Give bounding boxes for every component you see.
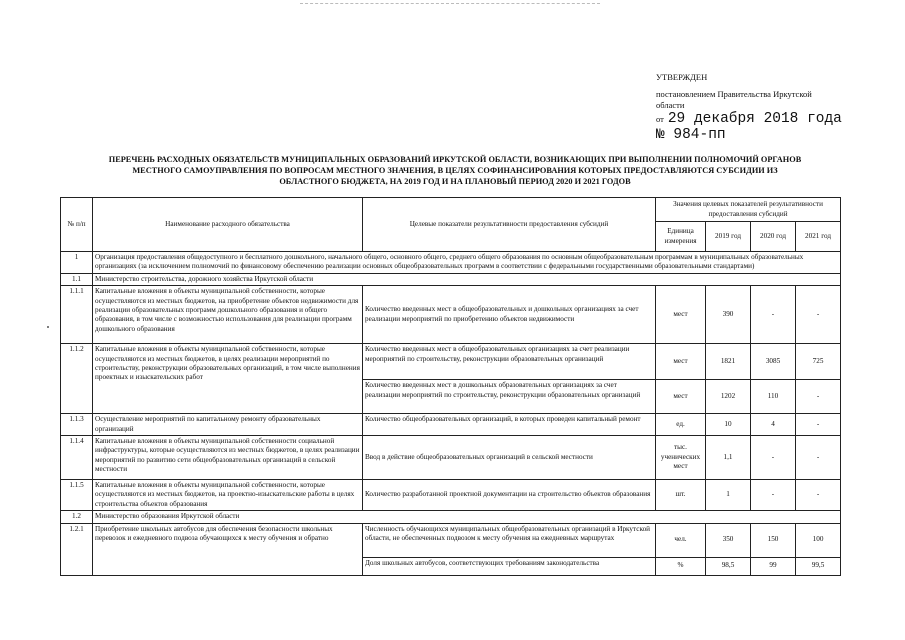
section-text: Министерство строительства, дорожного хозяйства Иркутской области	[93, 273, 841, 285]
row-num: 1.1.1	[61, 286, 93, 344]
row-unit: чел.	[656, 523, 706, 557]
row-indicator: Количество разработанной проектной документации на строительство объектов образования	[363, 480, 656, 511]
row-indicator: Численность обучающихся муниципальных общеобразовательных организаций в Иркутской области, не обеспеченных подвозом к месту обучения на ежедневных маршрутах	[363, 523, 656, 557]
row-2021: -	[796, 380, 841, 414]
header-2020: 2020 год	[751, 222, 796, 252]
row-num: 1.1.5	[61, 480, 93, 511]
row-2019: 10	[706, 414, 751, 436]
row-num: 1.1.3	[61, 414, 93, 436]
row-2021: -	[796, 480, 841, 511]
table-row-1-1-2a	[61, 344, 841, 380]
row-num: 1.1.2	[61, 344, 93, 414]
header-row-1	[61, 198, 841, 222]
header-name: Наименование расходного обязательства	[93, 198, 363, 252]
row-2019: 1202	[706, 380, 751, 414]
header-2019: 2019 год	[706, 222, 751, 252]
title-line-2: МЕСТНОГО САМОУПРАВЛЕНИЯ ПО ВОПРОСАМ МЕСТНОГО ЗНАЧЕНИЯ, В ЦЕЛЯХ СОФИНАНСИРОВАНИЯ КОТОРЫХ ПРЕДОСТАВЛЯЮТСЯ СУБСИДИИ ИЗ	[132, 166, 778, 175]
row-obligation: Капитальные вложения в объекты муниципальной собственности, которые осуществляются из местных бюджетов, на проектно-изыскательские работы в целях строительства объектов образования	[93, 480, 363, 511]
row-unit: %	[656, 557, 706, 575]
row-2020: 4	[751, 414, 796, 436]
table-row-1-1-5	[61, 480, 841, 511]
row-2021: -	[796, 286, 841, 344]
header-values-group: Значения целевых показателей результативности предоставления субсидий	[656, 198, 841, 222]
row-2020: -	[751, 286, 796, 344]
row-unit: шт.	[656, 480, 706, 511]
row-indicator: Ввод в действие общеобразовательных организаций в сельской местности	[363, 436, 656, 480]
row-2019: 98,5	[706, 557, 751, 575]
section-num: 1	[61, 252, 93, 274]
section-row-1-1	[61, 273, 841, 285]
approval-heading: УТВЕРЖДЕН	[656, 72, 708, 82]
header-num: № п/п	[61, 198, 93, 252]
table-row-1-1-1	[61, 286, 841, 344]
section-num: 1.1	[61, 273, 93, 285]
row-2019: 1	[706, 480, 751, 511]
approval-date: 29 декабря 2018 года	[667, 111, 842, 127]
row-unit: мест	[656, 380, 706, 414]
document-title	[60, 154, 850, 187]
row-indicator: Доля школьных автобусов, соответствующих требованиям законодательства	[363, 557, 656, 575]
row-obligation: Капитальные вложения в объекты муниципальной собственности, которые осуществляются из местных бюджетов, на приобретение объектов недвижимости для реализации образовательных программ дошкольного образования и общего образования, в том числе с возможностью использования для реализации программ дошкольного образования	[93, 286, 363, 344]
row-2020: 150	[751, 523, 796, 557]
title-line-1: ПЕРЕЧЕНЬ РАСХОДНЫХ ОБЯЗАТЕЛЬСТВ МУНИЦИПАЛЬНЫХ ОБРАЗОВАНИЙ ИРКУТСКОЙ ОБЛАСТИ, ВОЗНИКАЮЩИХ ПРИ ВЫПОЛНЕНИИ ПОЛНОМОЧИЙ ОРГАНОВ	[108, 155, 802, 164]
row-unit: мест	[656, 286, 706, 344]
row-num: 1.1.4	[61, 436, 93, 480]
approval-date-row	[656, 111, 856, 127]
row-2021: 100	[796, 523, 841, 557]
section-num: 1.2	[61, 511, 93, 523]
table-row-1-1-4	[61, 436, 841, 480]
row-obligation: Приобретение школьных автобусов для обеспечения безопасности школьных перевозок и ежедневного подвоза обучающихся к месту обучения и обратно	[93, 523, 363, 575]
row-2020: 3085	[751, 344, 796, 380]
section-text: Министерство образования Иркутской области	[93, 511, 841, 523]
row-2020: 110	[751, 380, 796, 414]
row-unit: ед.	[656, 414, 706, 436]
row-2021: -	[796, 436, 841, 480]
obligations-table	[60, 197, 841, 576]
approval-line-decree: постановлением Правительства Иркутской	[656, 89, 812, 99]
approval-line-region: области	[656, 100, 685, 110]
row-obligation: Осуществление мероприятий по капитальному ремонту образовательных организаций	[93, 414, 363, 436]
row-indicator: Количество введенных мест в общеобразовательных организациях за счет реализации мероприятий по строительству, реконструкции образовательных организаций	[363, 344, 656, 380]
row-indicator: Количество введенных мест в дошкольных образовательных организациях за счет реализации мероприятий по строительству, реконструкции образовательных организаций	[363, 380, 656, 414]
section-row-1	[61, 252, 841, 274]
approval-date-prefix: от	[656, 114, 664, 124]
approval-stamp	[656, 72, 856, 143]
section-row-1-2	[61, 511, 841, 523]
row-2020: 99	[751, 557, 796, 575]
header-indicators: Целевые показатели результативности предоставления субсидий	[363, 198, 656, 252]
approval-number: № 984-пп	[656, 127, 726, 143]
row-num: 1.2.1	[61, 523, 93, 575]
scan-artifact-line	[300, 3, 600, 5]
table-row-1-1-3	[61, 414, 841, 436]
title-line-3: ОБЛАСТНОГО БЮДЖЕТА, НА 2019 ГОД И НА ПЛАНОВЫЙ ПЕРИОД 2020 И 2021 ГОДОВ	[279, 177, 631, 186]
row-2019: 390	[706, 286, 751, 344]
row-unit: мест	[656, 344, 706, 380]
row-2020: -	[751, 480, 796, 511]
row-2021: 99,5	[796, 557, 841, 575]
row-indicator: Количество введенных мест в общеобразовательных и дошкольных организациях за счет реализации мероприятий по приобретению объектов недвижимости	[363, 286, 656, 344]
scan-artifact-dot	[47, 326, 49, 328]
header-unit: Единица измерения	[656, 222, 706, 252]
row-obligation: Капитальные вложения в объекты муниципальной собственности социальной инфраструктуры, которые осуществляются из местных бюджетов, в целях реализации мероприятий по развитию сети общеобразовательных организаций в сельской местности	[93, 436, 363, 480]
row-2019: 1821	[706, 344, 751, 380]
row-indicator: Количество общеобразовательных организаций, в которых проведен капитальный ремонт	[363, 414, 656, 436]
row-2019: 350	[706, 523, 751, 557]
header-2021: 2021 год	[796, 222, 841, 252]
row-2020: -	[751, 436, 796, 480]
row-2019: 1,1	[706, 436, 751, 480]
row-unit: тыс. ученических мест	[656, 436, 706, 480]
section-text: Организация предоставления общедоступного и бесплатного дошкольного, начального общего, основного общего, среднего общего образования по основным общеобразовательным программам в муниципальных образовательных организациях (за исключением полномочий по финансовому обеспечению реализации основных общеобразовательных программ в соответствии с федеральными государственными образовательными стандартами)	[93, 252, 841, 274]
row-2021: -	[796, 414, 841, 436]
row-obligation: Капитальные вложения в объекты муниципальной собственности, которые осуществляются из местных бюджетов, в целях реализации мероприятий по строительству, реконструкции образовательных организаций, в том числе выполнения проектных и изыскательских работ	[93, 344, 363, 414]
table-row-1-2-1a	[61, 523, 841, 557]
row-2021: 725	[796, 344, 841, 380]
